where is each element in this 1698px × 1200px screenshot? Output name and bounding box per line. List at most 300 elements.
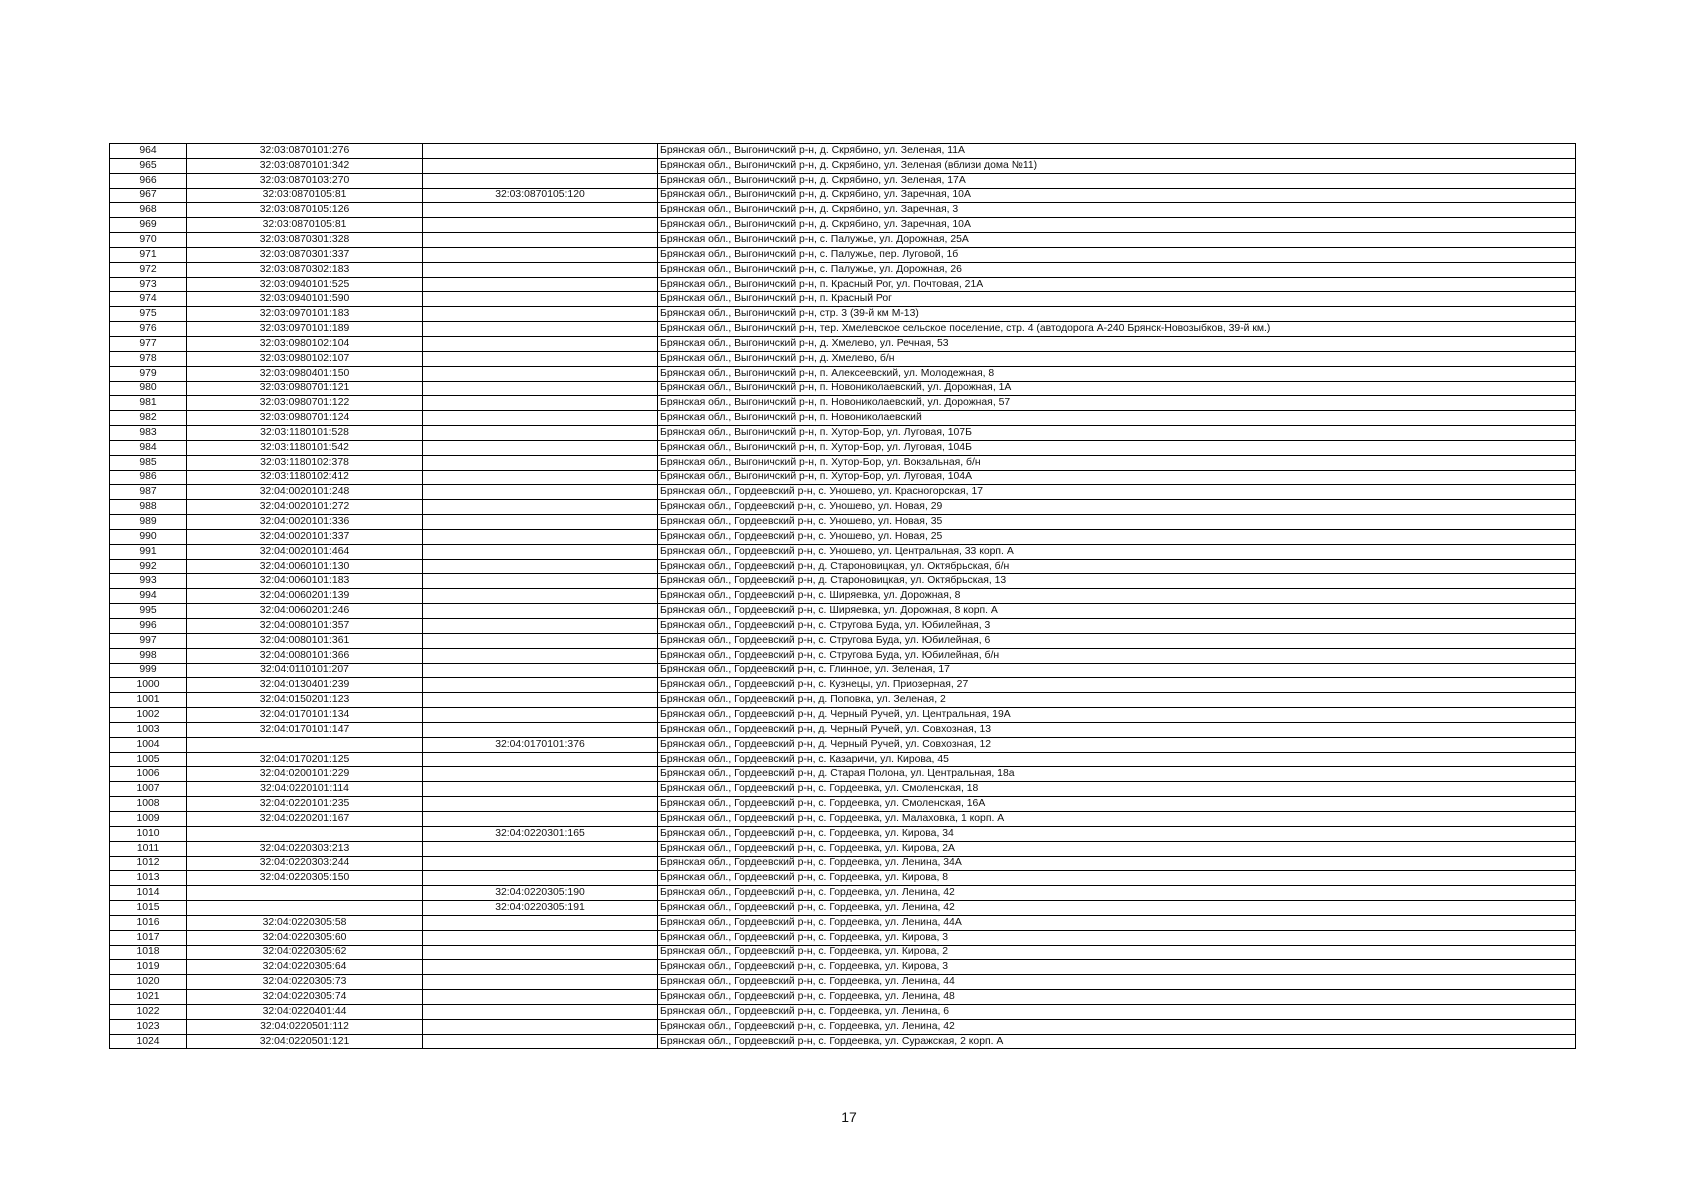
table-row: [110, 529, 1576, 544]
address-cell: Брянская обл., Гордеевский р-н, с. Гордеевка, ул. Кирова, 3: [658, 960, 1576, 975]
row-number-cell: 1016: [110, 915, 187, 930]
row-number-cell: 985: [110, 455, 187, 470]
row-number-cell: 1018: [110, 945, 187, 960]
row-number-cell: 1002: [110, 708, 187, 723]
table-row: [110, 485, 1576, 500]
cadastral-number-cell: [187, 886, 423, 901]
cadastral-number-cell: 32:04:0220303:244: [187, 856, 423, 871]
cadastral-number-cell: 32:03:0870101:342: [187, 158, 423, 173]
row-number-cell: 977: [110, 336, 187, 351]
cadastral-number-cell: 32:04:0170101:134: [187, 708, 423, 723]
row-number-cell: 1004: [110, 737, 187, 752]
related-cadastral-number-cell: [423, 856, 658, 871]
related-cadastral-number-cell: [423, 915, 658, 930]
address-cell: Брянская обл., Гордеевский р-н, с. Гордеевка, ул. Суражская, 2 корп. А: [658, 1034, 1576, 1049]
row-number-cell: 990: [110, 529, 187, 544]
table-row: [110, 737, 1576, 752]
address-cell: Брянская обл., Выгоничский р-н, тер. Хмелевское сельское поселение, стр. 4 (автодорога А-240 Брянск-Новозыбков, 39-й км.): [658, 322, 1576, 337]
cadastral-number-cell: [187, 901, 423, 916]
table-row: [110, 633, 1576, 648]
address-cell: Брянская обл., Выгоничский р-н, п. Хутор-Бор, ул. Вокзальная, б/н: [658, 455, 1576, 470]
table-row: [110, 351, 1576, 366]
related-cadastral-number-cell: [423, 544, 658, 559]
related-cadastral-number-cell: 32:04:0170101:376: [423, 737, 658, 752]
row-number-cell: 996: [110, 619, 187, 634]
related-cadastral-number-cell: [423, 1034, 658, 1049]
cadastral-number-cell: 32:04:0220305:60: [187, 930, 423, 945]
row-number-cell: 1008: [110, 797, 187, 812]
table-row: [110, 336, 1576, 351]
row-number-cell: 975: [110, 307, 187, 322]
address-cell: Брянская обл., Гордеевский р-н, с. Гордеевка, ул. Ленина, 42: [658, 901, 1576, 916]
address-cell: Брянская обл., Гордеевский р-н, с. Стругова Буда, ул. Юбилейная, б/н: [658, 648, 1576, 663]
cadastral-number-cell: 32:04:0080101:361: [187, 633, 423, 648]
table-row: [110, 871, 1576, 886]
table-row: [110, 1004, 1576, 1019]
row-number-cell: 966: [110, 173, 187, 188]
cadastral-number-cell: 32:04:0170101:147: [187, 722, 423, 737]
related-cadastral-number-cell: [423, 262, 658, 277]
table-row: [110, 455, 1576, 470]
cadastral-number-cell: 32:04:0080101:366: [187, 648, 423, 663]
cadastral-number-cell: 32:04:0060201:246: [187, 604, 423, 619]
row-number-cell: 970: [110, 233, 187, 248]
cadastral-number-cell: 32:03:0980102:107: [187, 351, 423, 366]
row-number-cell: 1013: [110, 871, 187, 886]
address-cell: Брянская обл., Гордеевский р-н, с. Ширяевка, ул. Дорожная, 8 корп. А: [658, 604, 1576, 619]
address-cell: Брянская обл., Гордеевский р-н, с. Уношево, ул. Новая, 35: [658, 515, 1576, 530]
related-cadastral-number-cell: [423, 693, 658, 708]
table-row: [110, 604, 1576, 619]
table-row: [110, 722, 1576, 737]
table-row: [110, 173, 1576, 188]
address-cell: Брянская обл., Гордеевский р-н, д. Черный Ручей, ул. Совхозная, 13: [658, 722, 1576, 737]
cadastral-number-cell: 32:03:0970101:189: [187, 322, 423, 337]
row-number-cell: 995: [110, 604, 187, 619]
address-cell: Брянская обл., Выгоничский р-н, д. Скрябино, ул. Зеленая, 11А: [658, 144, 1576, 159]
address-cell: Брянская обл., Гордеевский р-н, с. Гордеевка, ул. Ленина, 42: [658, 886, 1576, 901]
table-row: [110, 307, 1576, 322]
address-cell: Брянская обл., Гордеевский р-н, д. Черный Ручей, ул. Совхозная, 12: [658, 737, 1576, 752]
address-cell: Брянская обл., Гордеевский р-н, д. Староновицкая, ул. Октябрьская, б/н: [658, 559, 1576, 574]
related-cadastral-number-cell: [423, 173, 658, 188]
address-cell: Брянская обл., Гордеевский р-н, с. Гордеевка, ул. Ленина, 34А: [658, 856, 1576, 871]
table-row: [110, 292, 1576, 307]
related-cadastral-number-cell: [423, 440, 658, 455]
table-row: [110, 826, 1576, 841]
table-row: [110, 767, 1576, 782]
address-cell: Брянская обл., Выгоничский р-н, с. Палужье, ул. Дорожная, 25А: [658, 233, 1576, 248]
cadastral-number-cell: 32:03:0870105:126: [187, 203, 423, 218]
cadastral-number-cell: 32:03:1180102:412: [187, 470, 423, 485]
related-cadastral-number-cell: [423, 500, 658, 515]
address-cell: Брянская обл., Выгоничский р-н, д. Хмелево, ул. Речная, 53: [658, 336, 1576, 351]
table-row: [110, 233, 1576, 248]
cadastral-number-cell: 32:03:0940101:590: [187, 292, 423, 307]
row-number-cell: 1019: [110, 960, 187, 975]
related-cadastral-number-cell: [423, 678, 658, 693]
row-number-cell: 1010: [110, 826, 187, 841]
cadastral-number-cell: 32:03:0980701:124: [187, 411, 423, 426]
row-number-cell: 1003: [110, 722, 187, 737]
row-number-cell: 997: [110, 633, 187, 648]
table-row: [110, 1019, 1576, 1034]
address-cell: Брянская обл., Гордеевский р-н, с. Казаричи, ул. Кирова, 45: [658, 752, 1576, 767]
cadastral-number-cell: [187, 826, 423, 841]
related-cadastral-number-cell: [423, 277, 658, 292]
address-cell: Брянская обл., Гордеевский р-н, с. Уношево, ул. Центральная, 33 корп. А: [658, 544, 1576, 559]
related-cadastral-number-cell: [423, 307, 658, 322]
related-cadastral-number-cell: [423, 247, 658, 262]
row-number-cell: 1021: [110, 990, 187, 1005]
address-cell: Брянская обл., Выгоничский р-н, стр. 3 (39-й км М-13): [658, 307, 1576, 322]
address-cell: Брянская обл., Выгоничский р-н, д. Скрябино, ул. Заречная, 10А: [658, 188, 1576, 203]
cadastral-number-cell: 32:04:0220101:114: [187, 782, 423, 797]
address-cell: Брянская обл., Гордеевский р-н, с. Гордеевка, ул. Кирова, 3: [658, 930, 1576, 945]
address-cell: Брянская обл., Гордеевский р-н, с. Гордеевка, ул. Кирова, 34: [658, 826, 1576, 841]
table-row: [110, 396, 1576, 411]
row-number-cell: 982: [110, 411, 187, 426]
address-cell: Брянская обл., Гордеевский р-н, с. Гордеевка, ул. Малаховка, 1 корп. А: [658, 811, 1576, 826]
row-number-cell: 993: [110, 574, 187, 589]
row-number-cell: 987: [110, 485, 187, 500]
cadastral-number-cell: 32:04:0220305:73: [187, 975, 423, 990]
address-cell: Брянская обл., Выгоничский р-н, п. Новониколаевский, ул. Дорожная, 57: [658, 396, 1576, 411]
related-cadastral-number-cell: [423, 485, 658, 500]
cadastral-number-cell: 32:03:0980102:104: [187, 336, 423, 351]
related-cadastral-number-cell: [423, 722, 658, 737]
cadastral-number-cell: 32:03:0940101:525: [187, 277, 423, 292]
related-cadastral-number-cell: 32:04:0220305:191: [423, 901, 658, 916]
table-row: [110, 619, 1576, 634]
row-number-cell: 976: [110, 322, 187, 337]
row-number-cell: 999: [110, 663, 187, 678]
related-cadastral-number-cell: [423, 203, 658, 218]
related-cadastral-number-cell: [423, 648, 658, 663]
table-row: [110, 322, 1576, 337]
table-row: [110, 426, 1576, 441]
related-cadastral-number-cell: [423, 381, 658, 396]
related-cadastral-number-cell: 32:03:0870105:120: [423, 188, 658, 203]
table-row: [110, 218, 1576, 233]
address-cell: Брянская обл., Выгоничский р-н, д. Скрябино, ул. Заречная, 10А: [658, 218, 1576, 233]
registry-table-body: [110, 144, 1576, 1049]
related-cadastral-number-cell: [423, 336, 658, 351]
cadastral-number-cell: 32:04:0220305:74: [187, 990, 423, 1005]
table-row: [110, 515, 1576, 530]
related-cadastral-number-cell: [423, 708, 658, 723]
address-cell: Брянская обл., Выгоничский р-н, д. Хмелево, б/н: [658, 351, 1576, 366]
table-row: [110, 440, 1576, 455]
address-cell: Брянская обл., Гордеевский р-н, с. Гордеевка, ул. Смоленская, 16А: [658, 797, 1576, 812]
related-cadastral-number-cell: [423, 322, 658, 337]
cadastral-number-cell: 32:04:0060101:183: [187, 574, 423, 589]
table-row: [110, 975, 1576, 990]
address-cell: Брянская обл., Выгоничский р-н, п. Хутор-Бор, ул. Луговая, 107Б: [658, 426, 1576, 441]
row-number-cell: 984: [110, 440, 187, 455]
row-number-cell: 1000: [110, 678, 187, 693]
cadastral-number-cell: 32:04:0170201:125: [187, 752, 423, 767]
related-cadastral-number-cell: [423, 752, 658, 767]
cadastral-number-cell: [187, 737, 423, 752]
related-cadastral-number-cell: [423, 811, 658, 826]
address-cell: Брянская обл., Гордеевский р-н, с. Уношево, ул. Новая, 29: [658, 500, 1576, 515]
related-cadastral-number-cell: [423, 158, 658, 173]
related-cadastral-number-cell: [423, 292, 658, 307]
row-number-cell: 1012: [110, 856, 187, 871]
cadastral-number-cell: 32:04:0020101:464: [187, 544, 423, 559]
table-row: [110, 144, 1576, 159]
address-cell: Брянская обл., Гордеевский р-н, д. Старая Полона, ул. Центральная, 18а: [658, 767, 1576, 782]
address-cell: Брянская обл., Выгоничский р-н, п. Хутор-Бор, ул. Луговая, 104А: [658, 470, 1576, 485]
row-number-cell: 965: [110, 158, 187, 173]
table-row: [110, 678, 1576, 693]
row-number-cell: 1020: [110, 975, 187, 990]
row-number-cell: 1011: [110, 841, 187, 856]
related-cadastral-number-cell: [423, 574, 658, 589]
row-number-cell: 986: [110, 470, 187, 485]
cadastral-number-cell: 32:04:0080101:357: [187, 619, 423, 634]
address-cell: Брянская обл., Гордеевский р-н, с. Кузнецы, ул. Приозерная, 27: [658, 678, 1576, 693]
row-number-cell: 978: [110, 351, 187, 366]
related-cadastral-number-cell: [423, 871, 658, 886]
related-cadastral-number-cell: [423, 990, 658, 1005]
address-cell: Брянская обл., Выгоничский р-н, п. Новониколаевский: [658, 411, 1576, 426]
table-row: [110, 708, 1576, 723]
row-number-cell: 988: [110, 500, 187, 515]
row-number-cell: 971: [110, 247, 187, 262]
related-cadastral-number-cell: [423, 930, 658, 945]
cadastral-number-cell: 32:04:0220305:150: [187, 871, 423, 886]
related-cadastral-number-cell: [423, 455, 658, 470]
cadastral-number-cell: 32:03:0980701:121: [187, 381, 423, 396]
table-row: [110, 782, 1576, 797]
table-row: [110, 856, 1576, 871]
cadastral-number-cell: 32:04:0110101:207: [187, 663, 423, 678]
related-cadastral-number-cell: [423, 529, 658, 544]
address-cell: Брянская обл., Выгоничский р-н, п. Красный Рог: [658, 292, 1576, 307]
related-cadastral-number-cell: [423, 1019, 658, 1034]
row-number-cell: 1001: [110, 693, 187, 708]
row-number-cell: 972: [110, 262, 187, 277]
address-cell: Брянская обл., Гордеевский р-н, д. Поповка, ул. Зеленая, 2: [658, 693, 1576, 708]
table-row: [110, 158, 1576, 173]
related-cadastral-number-cell: [423, 144, 658, 159]
row-number-cell: 968: [110, 203, 187, 218]
row-number-cell: 1023: [110, 1019, 187, 1034]
address-cell: Брянская обл., Выгоничский р-н, п. Алексеевский, ул. Молодежная, 8: [658, 366, 1576, 381]
related-cadastral-number-cell: [423, 797, 658, 812]
row-number-cell: 989: [110, 515, 187, 530]
cadastral-number-cell: 32:04:0060101:130: [187, 559, 423, 574]
address-cell: Брянская обл., Гордеевский р-н, с. Ширяевка, ул. Дорожная, 8: [658, 589, 1576, 604]
cadastral-number-cell: 32:04:0220305:64: [187, 960, 423, 975]
cadastral-number-cell: 32:04:0220303:213: [187, 841, 423, 856]
row-number-cell: 1015: [110, 901, 187, 916]
address-cell: Брянская обл., Выгоничский р-н, п. Красный Рог, ул. Почтовая, 21А: [658, 277, 1576, 292]
cadastral-number-cell: 32:04:0060201:139: [187, 589, 423, 604]
cadastral-number-cell: 32:03:0870105:81: [187, 188, 423, 203]
address-cell: Брянская обл., Выгоничский р-н, п. Новониколаевский, ул. Дорожная, 1А: [658, 381, 1576, 396]
cadastral-number-cell: 32:03:0980401:150: [187, 366, 423, 381]
cadastral-number-cell: 32:04:0220201:167: [187, 811, 423, 826]
address-cell: Брянская обл., Гордеевский р-н, с. Гордеевка, ул. Кирова, 2А: [658, 841, 1576, 856]
row-number-cell: 967: [110, 188, 187, 203]
table-row: [110, 1034, 1576, 1049]
row-number-cell: 1014: [110, 886, 187, 901]
cadastral-number-cell: 32:04:0020101:336: [187, 515, 423, 530]
table-row: [110, 945, 1576, 960]
related-cadastral-number-cell: [423, 975, 658, 990]
row-number-cell: 1024: [110, 1034, 187, 1049]
row-number-cell: 1006: [110, 767, 187, 782]
cadastral-number-cell: 32:03:0870302:183: [187, 262, 423, 277]
address-cell: Брянская обл., Гордеевский р-н, с. Гордеевка, ул. Ленина, 44: [658, 975, 1576, 990]
row-number-cell: 969: [110, 218, 187, 233]
cadastral-number-cell: 32:04:0220501:112: [187, 1019, 423, 1034]
address-cell: Брянская обл., Гордеевский р-н, с. Уношево, ул. Новая, 25: [658, 529, 1576, 544]
table-row: [110, 841, 1576, 856]
related-cadastral-number-cell: [423, 619, 658, 634]
cadastral-number-cell: 32:03:0870301:337: [187, 247, 423, 262]
related-cadastral-number-cell: [423, 233, 658, 248]
table-row: [110, 500, 1576, 515]
related-cadastral-number-cell: 32:04:0220305:190: [423, 886, 658, 901]
address-cell: Брянская обл., Гордеевский р-н, с. Гордеевка, ул. Ленина, 6: [658, 1004, 1576, 1019]
cadastral-number-cell: 32:03:0870101:276: [187, 144, 423, 159]
table-row: [110, 915, 1576, 930]
row-number-cell: 983: [110, 426, 187, 441]
cadastral-number-cell: 32:04:0020101:248: [187, 485, 423, 500]
cadastral-number-cell: 32:03:0870103:270: [187, 173, 423, 188]
cadastral-number-cell: 32:03:1180102:378: [187, 455, 423, 470]
table-row: [110, 574, 1576, 589]
row-number-cell: 1009: [110, 811, 187, 826]
table-row: [110, 277, 1576, 292]
table-row: [110, 247, 1576, 262]
address-cell: Брянская обл., Выгоничский р-н, д. Скрябино, ул. Зеленая, 17А: [658, 173, 1576, 188]
row-number-cell: 1007: [110, 782, 187, 797]
cadastral-number-cell: 32:04:0200101:229: [187, 767, 423, 782]
row-number-cell: 981: [110, 396, 187, 411]
table-row: [110, 262, 1576, 277]
row-number-cell: 973: [110, 277, 187, 292]
related-cadastral-number-cell: [423, 470, 658, 485]
table-row: [110, 960, 1576, 975]
address-cell: Брянская обл., Гордеевский р-н, д. Черный Ручей, ул. Центральная, 19А: [658, 708, 1576, 723]
row-number-cell: 1017: [110, 930, 187, 945]
row-number-cell: 979: [110, 366, 187, 381]
table-row: [110, 797, 1576, 812]
registry-table: [109, 143, 1576, 1049]
address-cell: Брянская обл., Гордеевский р-н, с. Гордеевка, ул. Ленина, 48: [658, 990, 1576, 1005]
table-row: [110, 752, 1576, 767]
address-cell: Брянская обл., Гордеевский р-н, с. Гордеевка, ул. Кирова, 8: [658, 871, 1576, 886]
row-number-cell: 998: [110, 648, 187, 663]
related-cadastral-number-cell: [423, 559, 658, 574]
address-cell: Брянская обл., Гордеевский р-н, с. Стругова Буда, ул. Юбилейная, 3: [658, 619, 1576, 634]
related-cadastral-number-cell: [423, 218, 658, 233]
table-row: [110, 930, 1576, 945]
related-cadastral-number-cell: [423, 411, 658, 426]
table-row: [110, 470, 1576, 485]
cadastral-number-cell: 32:04:0220305:62: [187, 945, 423, 960]
row-number-cell: 991: [110, 544, 187, 559]
address-cell: Брянская обл., Гордеевский р-н, д. Староновицкая, ул. Октябрьская, 13: [658, 574, 1576, 589]
related-cadastral-number-cell: [423, 945, 658, 960]
table-row: [110, 589, 1576, 604]
related-cadastral-number-cell: [423, 663, 658, 678]
related-cadastral-number-cell: 32:04:0220301:165: [423, 826, 658, 841]
cadastral-number-cell: 32:04:0220501:121: [187, 1034, 423, 1049]
row-number-cell: 1005: [110, 752, 187, 767]
table-row: [110, 559, 1576, 574]
cadastral-number-cell: 32:04:0130401:239: [187, 678, 423, 693]
address-cell: Брянская обл., Выгоничский р-н, д. Скрябино, ул. Заречная, 3: [658, 203, 1576, 218]
cadastral-number-cell: 32:03:0870301:328: [187, 233, 423, 248]
row-number-cell: 1022: [110, 1004, 187, 1019]
page-number: 17: [841, 1109, 857, 1125]
cadastral-number-cell: 32:04:0220401:44: [187, 1004, 423, 1019]
address-cell: Брянская обл., Гордеевский р-н, с. Уношево, ул. Красногорская, 17: [658, 485, 1576, 500]
table-row: [110, 188, 1576, 203]
related-cadastral-number-cell: [423, 396, 658, 411]
row-number-cell: 980: [110, 381, 187, 396]
cadastral-number-cell: 32:03:0870105:81: [187, 218, 423, 233]
related-cadastral-number-cell: [423, 604, 658, 619]
address-cell: Брянская обл., Выгоничский р-н, п. Хутор-Бор, ул. Луговая, 104Б: [658, 440, 1576, 455]
cadastral-number-cell: 32:03:0970101:183: [187, 307, 423, 322]
table-row: [110, 366, 1576, 381]
related-cadastral-number-cell: [423, 515, 658, 530]
table-row: [110, 648, 1576, 663]
table-row: [110, 886, 1576, 901]
cadastral-number-cell: 32:03:0980701:122: [187, 396, 423, 411]
related-cadastral-number-cell: [423, 589, 658, 604]
address-cell: Брянская обл., Выгоничский р-н, д. Скрябино, ул. Зеленая (вблизи дома №11): [658, 158, 1576, 173]
cadastral-number-cell: 32:03:1180101:528: [187, 426, 423, 441]
table-row: [110, 544, 1576, 559]
address-cell: Брянская обл., Выгоничский р-н, с. Палужье, ул. Дорожная, 26: [658, 262, 1576, 277]
table-row: [110, 203, 1576, 218]
address-cell: Брянская обл., Гордеевский р-н, с. Гордеевка, ул. Ленина, 42: [658, 1019, 1576, 1034]
cadastral-number-cell: 32:04:0220305:58: [187, 915, 423, 930]
row-number-cell: 974: [110, 292, 187, 307]
related-cadastral-number-cell: [423, 767, 658, 782]
address-cell: Брянская обл., Гордеевский р-н, с. Гордеевка, ул. Кирова, 2: [658, 945, 1576, 960]
related-cadastral-number-cell: [423, 633, 658, 648]
row-number-cell: 992: [110, 559, 187, 574]
cadastral-number-cell: 32:04:0020101:272: [187, 500, 423, 515]
table-row: [110, 381, 1576, 396]
related-cadastral-number-cell: [423, 366, 658, 381]
address-cell: Брянская обл., Гордеевский р-н, с. Глинное, ул. Зеленая, 17: [658, 663, 1576, 678]
related-cadastral-number-cell: [423, 960, 658, 975]
address-cell: Брянская обл., Гордеевский р-н, с. Стругова Буда, ул. Юбилейная, 6: [658, 633, 1576, 648]
table-row: [110, 693, 1576, 708]
table-row: [110, 901, 1576, 916]
cadastral-number-cell: 32:04:0020101:337: [187, 529, 423, 544]
table-row: [110, 663, 1576, 678]
row-number-cell: 994: [110, 589, 187, 604]
related-cadastral-number-cell: [423, 351, 658, 366]
related-cadastral-number-cell: [423, 782, 658, 797]
address-cell: Брянская обл., Гордеевский р-н, с. Гордеевка, ул. Смоленская, 18: [658, 782, 1576, 797]
cadastral-number-cell: 32:04:0150201:123: [187, 693, 423, 708]
table-row: [110, 411, 1576, 426]
row-number-cell: 964: [110, 144, 187, 159]
cadastral-number-cell: 32:04:0220101:235: [187, 797, 423, 812]
